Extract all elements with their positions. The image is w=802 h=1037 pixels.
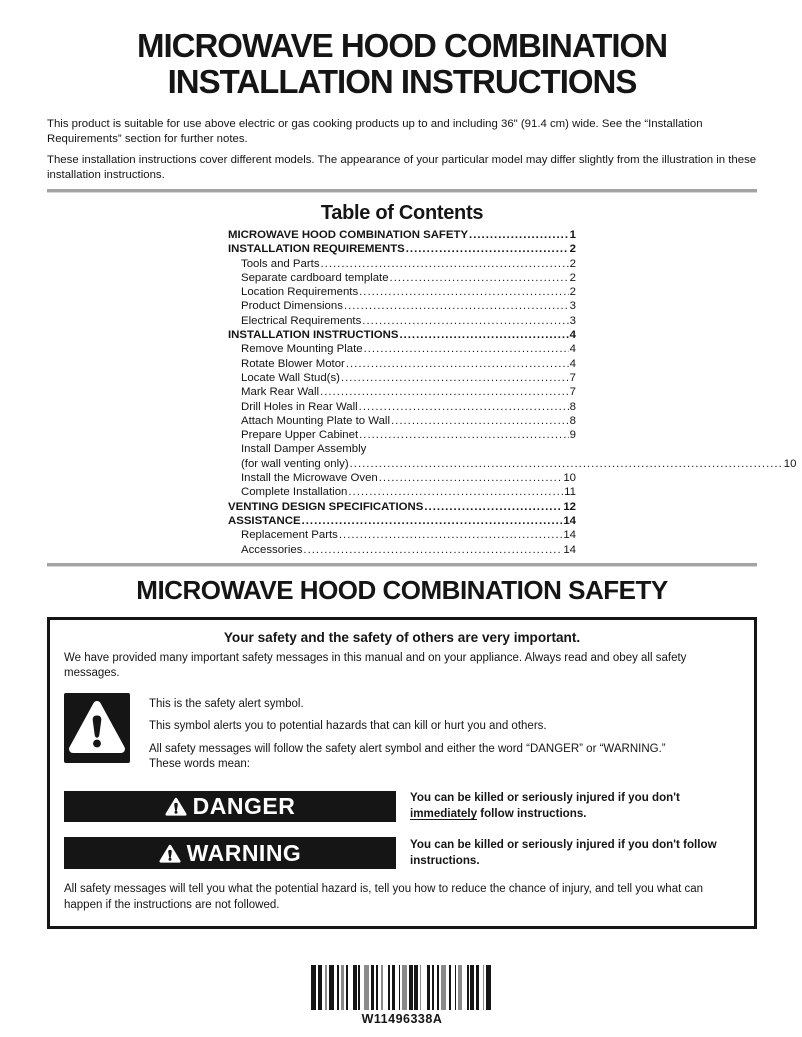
toc-entry <box>228 485 576 499</box>
intro-paragraph: These installation instructions cover different models. The appearance of your particular model may differ slightly from the illustration in these installation instructions. <box>47 154 757 181</box>
toc-entry-label: Drill Holes in Rear Wall <box>241 400 358 413</box>
danger-text-before: You can be killed or seriously injured if you don't <box>410 791 680 805</box>
toc-entry-page: 2 <box>569 286 576 299</box>
toc-entry-label: Mark Rear Wall <box>241 386 320 399</box>
toc-entry <box>228 357 576 371</box>
toc-entry-label: Replacement Parts <box>241 529 338 542</box>
toc-entry <box>228 543 576 557</box>
toc-dot-leader <box>390 271 569 285</box>
document-title <box>47 28 757 100</box>
barcode-bar <box>491 965 493 1010</box>
toc-entry-page: 10 <box>783 457 797 470</box>
danger-row <box>64 790 740 822</box>
toc-entry-label: Install the Microwave Oven <box>241 472 378 485</box>
warning-row <box>64 837 740 869</box>
safety-alert-line: This symbol alerts you to potential hazards that can kill or hurt you and others. <box>149 720 547 733</box>
intro-paragraphs <box>47 117 757 183</box>
toc-dot-leader <box>341 371 569 385</box>
toc-entry-label: Attach Mounting Plate to Wall <box>241 414 390 427</box>
danger-label: DANGER <box>192 792 296 819</box>
section-divider-top <box>47 189 757 193</box>
toc-entry-page: 10 <box>563 472 576 485</box>
toc-entry <box>228 271 576 285</box>
toc-entry-page: 12 <box>563 500 576 513</box>
warning-banner <box>64 837 396 869</box>
toc-entry-label: ASSISTANCE <box>228 514 301 527</box>
danger-text-underlined: immediately <box>410 807 478 821</box>
toc-entry <box>228 528 576 542</box>
safety-alert-line: This is the safety alert symbol. <box>149 697 304 710</box>
document-title-line1: MICROWAVE HOOD COMBINATION <box>136 27 668 64</box>
toc-entry <box>228 442 797 471</box>
toc-entry <box>228 285 576 299</box>
toc-dot-leader <box>469 228 569 242</box>
toc-dot-leader <box>350 457 783 471</box>
toc-dot-leader <box>362 314 568 328</box>
danger-triangle-icon <box>165 796 187 817</box>
toc-dot-leader <box>364 342 569 356</box>
section-divider-bottom <box>47 563 757 567</box>
toc-entry-label: VENTING DESIGN SPECIFICATIONS <box>228 500 424 513</box>
toc-entry-page: 2 <box>569 243 576 256</box>
toc-entry-page: 7 <box>569 371 576 384</box>
warning-text: You can be killed or seriously injured if you don't follow instructions. <box>410 838 717 868</box>
toc-dot-leader <box>339 528 562 542</box>
toc-entry <box>228 328 576 342</box>
toc-entry <box>228 414 576 428</box>
toc-entry-label: INSTALLATION REQUIREMENTS <box>228 243 405 256</box>
toc-entry-label: Separate cardboard template <box>241 271 389 284</box>
toc-entry <box>228 242 576 256</box>
toc-entry-label: Accessories <box>241 543 303 556</box>
safety-alert-text <box>149 693 679 780</box>
toc-dot-leader <box>406 242 569 256</box>
danger-text-after: follow instructions. <box>477 807 587 821</box>
toc-dot-leader <box>379 471 563 485</box>
toc-entry-page: 8 <box>569 400 576 413</box>
toc-dot-leader <box>391 414 569 428</box>
toc-title: Table of Contents <box>320 202 484 224</box>
toc-entry-page: 3 <box>569 300 576 313</box>
barcode-image <box>311 965 493 1010</box>
toc-entry <box>228 500 576 514</box>
toc-entry-page: 11 <box>564 486 576 499</box>
toc-entry-page: 9 <box>569 429 576 442</box>
toc-entry-page: 2 <box>569 271 576 284</box>
toc-entry <box>228 371 576 385</box>
toc-entry <box>228 257 576 271</box>
toc-entry-label: Complete Installation <box>241 486 348 499</box>
toc-entry <box>228 400 576 414</box>
safety-box <box>47 617 757 930</box>
toc-dot-leader <box>303 543 562 557</box>
safety-section-title: MICROWAVE HOOD COMBINATION SAFETY <box>136 574 668 605</box>
safety-heading: Your safety and the safety of others are very important. <box>223 629 581 645</box>
safety-footer: All safety messages will tell you what the potential hazard is, tell you how to reduce the chance of injury, and tell you what can happen if the instructions are not followed. <box>64 883 704 911</box>
barcode-label: W11496338A <box>361 1012 443 1027</box>
toc-entry <box>228 514 576 528</box>
toc-dot-leader <box>344 299 569 313</box>
toc-entry-page: 4 <box>569 329 576 342</box>
toc-entry-page: 3 <box>569 314 576 327</box>
toc-entry-page: 7 <box>569 386 576 399</box>
toc-entry-label: Install Damper Assembly <box>241 443 367 456</box>
toc-entry-label: Tools and Parts <box>241 257 320 270</box>
barcode-block <box>47 965 757 1026</box>
toc-entry-label: Electrical Requirements <box>241 314 362 327</box>
toc-entry-page: 1 <box>569 229 576 241</box>
warning-label: WARNING <box>186 839 302 866</box>
safety-alert-line: All safety messages will follow the safety alert symbol and either the word “DANGER” or “WARNING.” These words mean: <box>149 742 666 770</box>
toc-dot-leader <box>346 357 569 371</box>
toc-entry <box>228 428 576 442</box>
toc-dot-leader <box>359 285 569 299</box>
intro-paragraph: This product is suitable for use above electric or gas cooking products up to and including 36" (91.4 cm) wide. See the “Installation Requirements” section for further notes. <box>47 118 703 145</box>
toc-dot-leader <box>302 514 563 528</box>
danger-banner <box>64 791 396 822</box>
toc-entry <box>228 299 576 313</box>
danger-text <box>408 790 740 822</box>
toc-entry-label-continued: (for wall venting only) <box>241 457 349 470</box>
toc-entries <box>228 228 797 557</box>
toc-entry <box>228 385 576 399</box>
toc-entry-label: INSTALLATION INSTRUCTIONS <box>228 329 399 342</box>
toc-dot-leader <box>348 485 563 499</box>
toc-dot-leader <box>424 500 562 514</box>
toc-dot-leader <box>359 428 569 442</box>
toc-entry-page: 14 <box>563 543 576 556</box>
toc-entry-label: Remove Mounting Plate <box>241 343 363 356</box>
toc-entry <box>228 228 576 242</box>
toc-entry-page: 14 <box>563 529 576 542</box>
safety-alert-icon <box>64 693 130 763</box>
toc-entry-label: Rotate Blower Motor <box>241 357 345 370</box>
toc-entry-label: MICROWAVE HOOD COMBINATION SAFETY <box>228 229 469 241</box>
toc-dot-leader <box>320 385 569 399</box>
toc-entry-label: Locate Wall Stud(s) <box>241 371 340 384</box>
toc-entry-page: 4 <box>569 357 576 370</box>
safety-alert-row <box>64 693 740 780</box>
toc-entry-label: Location Requirements <box>241 286 359 299</box>
warning-triangle-icon <box>159 843 181 864</box>
toc-entry <box>228 314 576 328</box>
document-title-line2: INSTALLATION INSTRUCTIONS <box>167 63 637 100</box>
toc-dot-leader <box>399 328 568 342</box>
toc-entry-label: Prepare Upper Cabinet <box>241 429 359 442</box>
table-of-contents <box>228 200 797 557</box>
toc-dot-leader <box>359 400 569 414</box>
safety-intro: We have provided many important safety messages in this manual and on your appliance. Always read and obey all safety messages. <box>64 651 687 680</box>
toc-entry <box>228 342 576 356</box>
toc-entry <box>228 471 576 485</box>
toc-entry-page: 4 <box>569 343 576 356</box>
toc-entry-page: 14 <box>563 514 576 527</box>
toc-entry-label: Product Dimensions <box>241 300 343 313</box>
toc-entry-page: 8 <box>569 414 576 427</box>
toc-entry-page: 2 <box>569 257 576 270</box>
toc-dot-leader <box>321 257 569 271</box>
